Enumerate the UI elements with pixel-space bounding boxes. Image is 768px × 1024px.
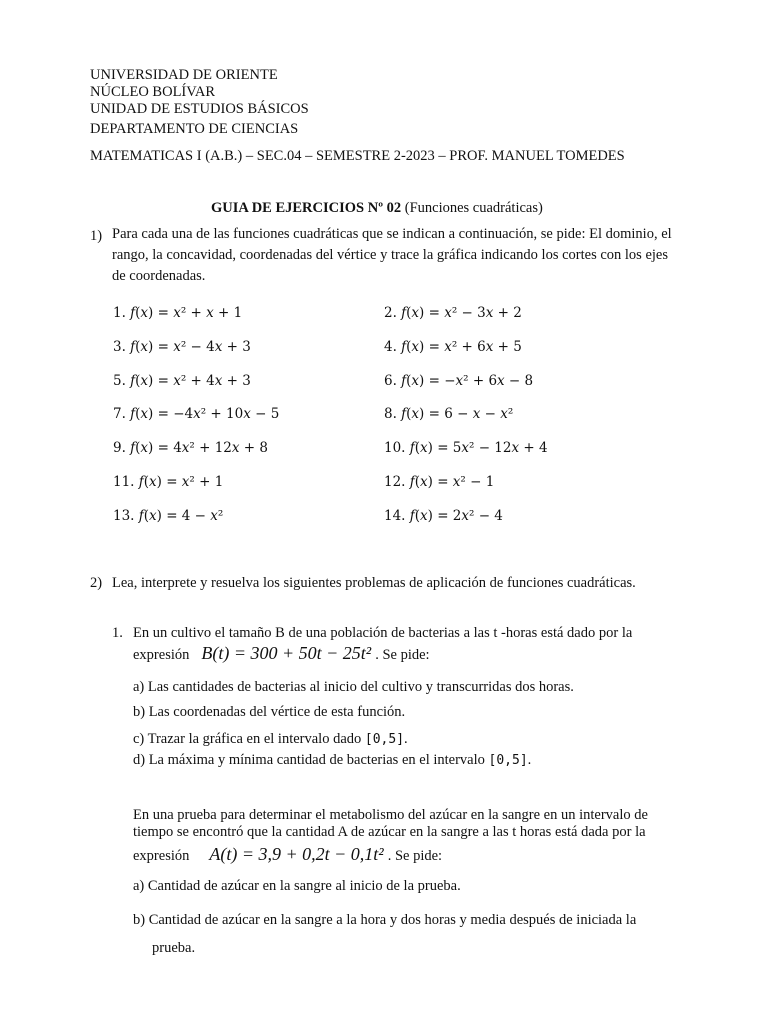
- function-5: 5. 𝑓(𝑥) = 𝑥² + 4𝑥 + 3: [113, 373, 251, 389]
- q2-number: 2): [90, 575, 103, 591]
- function-4: 4. 𝑓(𝑥) = 𝑥² + 6𝑥 + 5: [384, 339, 522, 355]
- problem-1-item-d-end: .: [527, 752, 532, 768]
- header-departamento: DEPARTAMENTO DE CIENCIAS: [90, 121, 299, 137]
- problem-1-item-c-interval: [0,5]: [364, 732, 405, 747]
- problem-1-expr-prefix: expresión: [133, 647, 190, 663]
- function-1: 1. 𝑓(𝑥) = 𝑥² + 𝑥 + 1: [113, 305, 243, 321]
- problem-1-item-d: [133, 752, 531, 769]
- problem-1-item-d-text: d) La máxima y mínima cantidad de bacterias en el intervalo: [133, 752, 485, 768]
- function-9: 9. 𝑓(𝑥) = 4𝑥² + 12𝑥 + 8: [113, 440, 268, 456]
- function-12: 12. 𝑓(𝑥) = 𝑥² − 1: [384, 474, 495, 490]
- header-nucleo: NÚCLEO BOLÍVAR: [90, 84, 215, 100]
- header-university: UNIVERSIDAD DE ORIENTE: [90, 67, 278, 83]
- function-8: 8. 𝑓(𝑥) = 6 − 𝑥 − 𝑥²: [384, 406, 514, 422]
- function-13: 13. 𝑓(𝑥) = 4 − 𝑥²: [113, 508, 224, 524]
- function-3: 3. 𝑓(𝑥) = 𝑥² − 4𝑥 + 3: [113, 339, 251, 355]
- function-2: 2. 𝑓(𝑥) = 𝑥² − 3𝑥 + 2: [384, 305, 522, 321]
- header-course: MATEMATICAS I (A.B.) – SEC.04 – SEMESTRE 2-2023 – PROF. MANUEL TOMEDES: [90, 148, 625, 164]
- problem-2-item-b-line1: b) Cantidad de azúcar en la sangre a la hora y dos horas y media después de iniciada la: [133, 912, 637, 928]
- problem-2-expr-suffix: . Se pide:: [387, 848, 443, 864]
- problem-1-item-c-text: c) Trazar la gráfica en el intervalo dado: [133, 731, 362, 747]
- title-subtitle: (Funciones cuadráticas): [404, 200, 543, 216]
- function-6: 6. 𝑓(𝑥) = −𝑥² + 6𝑥 − 8: [384, 373, 534, 389]
- q1-number: 1): [90, 228, 103, 244]
- q1-text: Para cada una de las funciones cuadráticas que se indican a continuación, se pide: El dominio, el rango, la concavidad, coordenadas del vértice y trace la gráfica indicando los cortes con los ejes de coordenadas.: [112, 226, 672, 284]
- problem-2-item-a: a) Cantidad de azúcar en la sangre al inicio de la prueba.: [133, 878, 461, 894]
- problem-2-expression-line: [133, 844, 442, 865]
- problem-1-expr-suffix: . Se pide:: [375, 647, 430, 663]
- problem-2-line2: tiempo se encontró que la cantidad A de azúcar en la sangre a las t horas está dada por la: [133, 824, 646, 840]
- problem-2-item-b-line2: prueba.: [152, 940, 196, 956]
- function-14: 14. 𝑓(𝑥) = 2𝑥² − 4: [384, 508, 503, 524]
- problem-1-expression: B(t) = 300 + 50t − 25t²: [201, 643, 372, 663]
- problem-1-expression-line: [133, 643, 430, 664]
- problem-1-line1: En un cultivo el tamaño B de una población de bacterias a las t -horas está dado por la: [133, 625, 633, 641]
- problem-1-item-d-interval: [0,5]: [488, 753, 528, 768]
- problem-2-expression: A(t) = 3,9 + 0,2t − 0,1t²: [209, 844, 384, 864]
- problem-1-item-b: b) Las coordenadas del vértice de esta función.: [133, 704, 406, 720]
- header-unidad: UNIDAD DE ESTUDIOS BÁSICOS: [90, 101, 309, 117]
- problem-2-expr-prefix: expresión: [133, 848, 190, 864]
- function-7: 7. 𝑓(𝑥) = −4𝑥² + 10𝑥 − 5: [113, 406, 280, 422]
- problem-1-item-a: a) Las cantidades de bacterias al inicio del cultivo y transcurridas dos horas.: [133, 679, 574, 695]
- function-11: 11. 𝑓(𝑥) = 𝑥² + 1: [113, 474, 224, 490]
- q2-text: Lea, interprete y resuelva los siguientes problemas de aplicación de funciones cuadráticas.: [112, 575, 636, 591]
- problem-1-item-c-end: .: [404, 731, 408, 747]
- function-10: 10. 𝑓(𝑥) = 5𝑥² − 12𝑥 + 4: [384, 440, 548, 456]
- title-main: GUIA DE EJERCICIOS Nº 02: [211, 200, 402, 216]
- page-title: [211, 200, 543, 217]
- problem-1-item-c: [133, 731, 408, 748]
- problem-1-number: 1.: [112, 625, 123, 641]
- problem-2-line1: En una prueba para determinar el metabolismo del azúcar en la sangre en un intervalo de: [133, 807, 648, 823]
